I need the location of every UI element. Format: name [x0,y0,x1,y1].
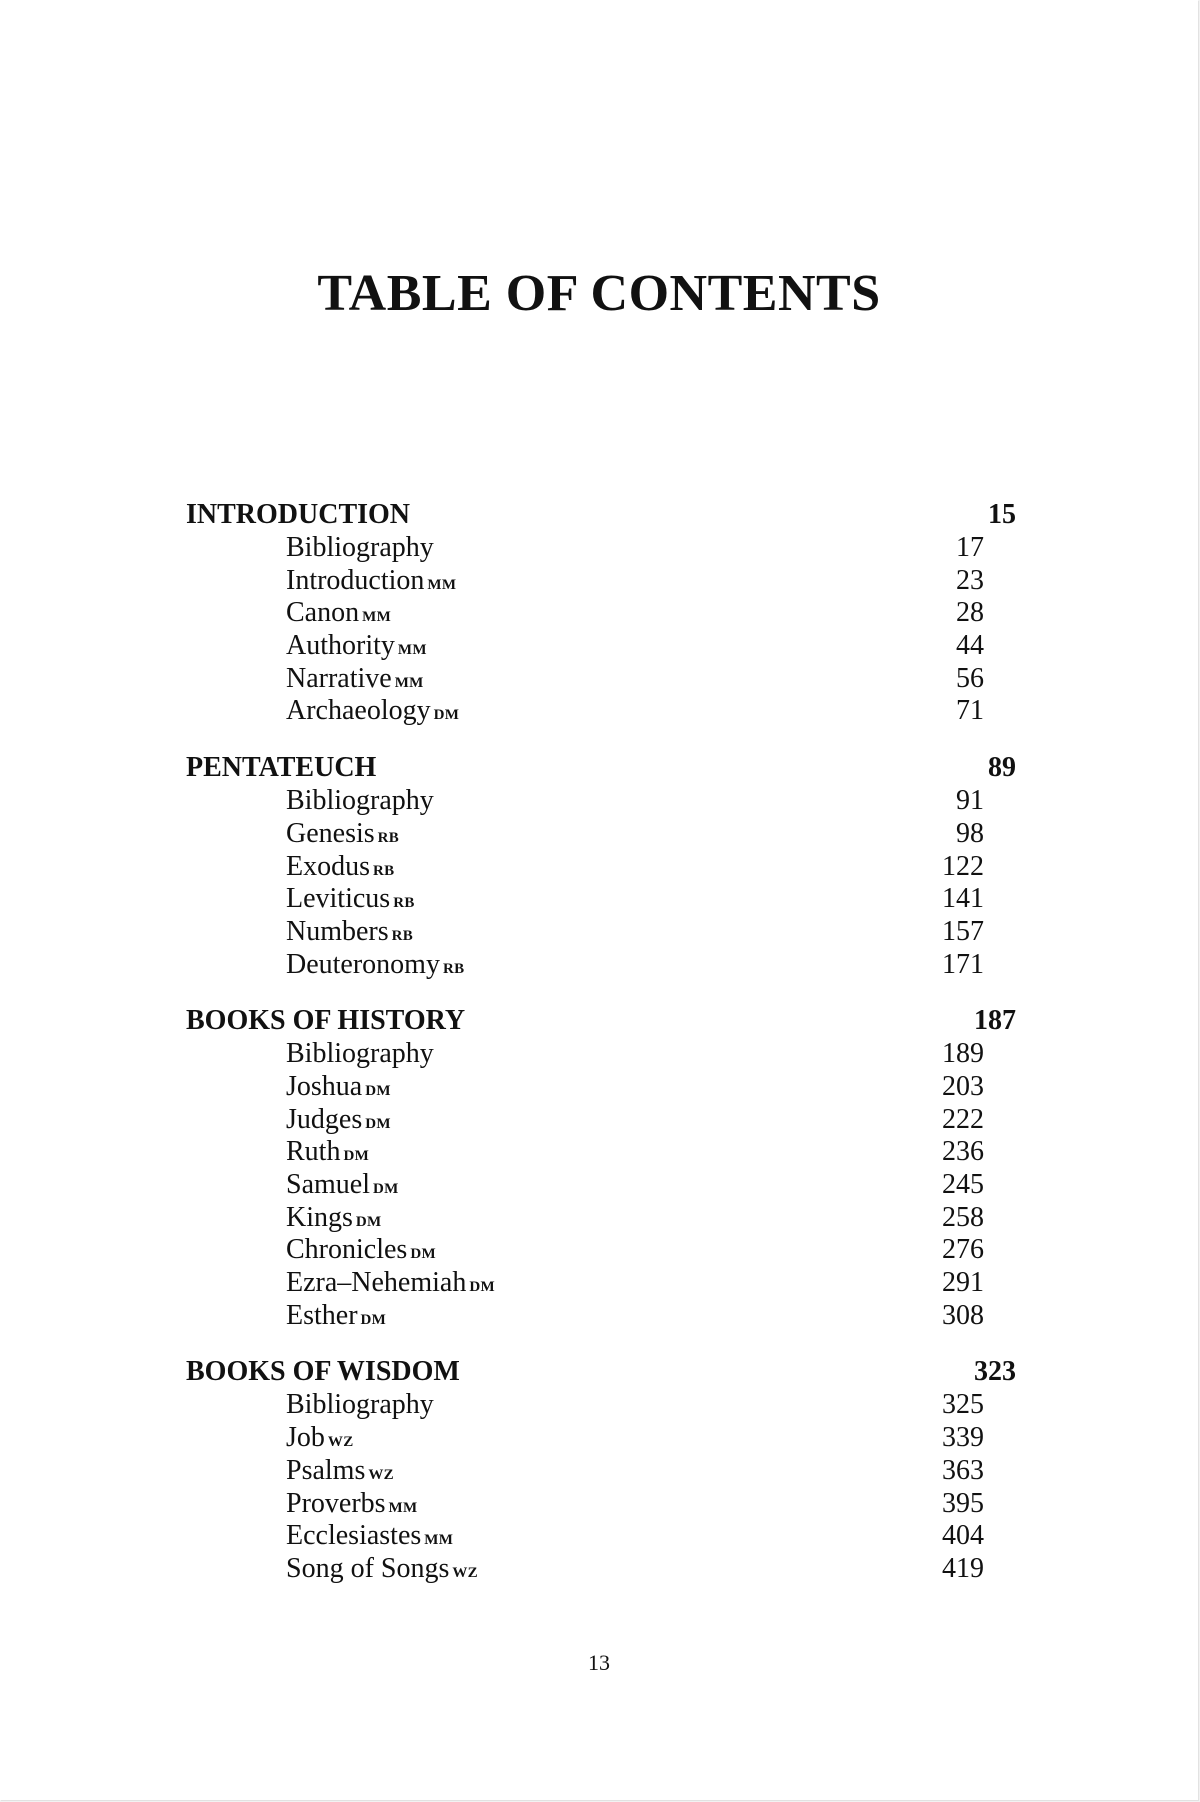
entry-page-number: 98 [956,817,984,849]
entry-page-number: 419 [942,1552,984,1584]
section-title: PENTATEUCH [186,752,377,784]
toc-entry [186,630,1016,663]
section-page-number: 89 [988,752,1016,784]
author-initials: DM [365,1082,391,1099]
entry-title: Numbers [286,915,389,947]
section-page-number: 15 [988,499,1016,530]
author-initials: DM [355,1213,382,1230]
author-initials: WZ [452,1564,478,1581]
entry-title: Bibliography [286,1038,434,1070]
entry-title: Narrative [286,662,392,694]
toc-entry [186,1267,1016,1300]
entry-page-number: 395 [942,1487,984,1519]
entry-title: Bibliography [286,532,434,563]
entry-page-number: 141 [942,883,984,915]
author-initials: MM [394,674,424,691]
section-heading [186,751,1016,785]
section-heading [186,1004,1016,1038]
entry-page-number: 258 [942,1201,984,1233]
author-initials: DM [360,1311,387,1328]
entry-title: Leviticus [286,883,391,915]
entry-page-number: 56 [956,662,984,694]
entry-title: Deuteronomy [286,948,440,980]
entry-title: Psalms [286,1454,366,1486]
toc-entry [186,949,1016,982]
author-initials: DM [373,1181,399,1197]
author-initials: DM [433,707,460,724]
entry-title: Job [286,1422,325,1454]
entry-page-number: 222 [942,1103,984,1135]
section-title: INTRODUCTION [186,499,411,530]
section-heading [186,498,1016,532]
author-initials: DM [469,1279,495,1296]
entry-page-number: 44 [956,630,984,662]
author-initials: MM [397,642,427,659]
author-initials: DM [365,1115,391,1132]
author-initials: MM [362,609,392,626]
toc-entry [186,1071,1016,1104]
author-initials: WZ [327,1434,354,1451]
entry-title: Authority [286,630,395,662]
toc-entry [186,1553,1016,1586]
toc-section-introduction [186,498,1016,728]
toc-entry [186,1300,1016,1333]
entry-page-number: 71 [956,695,984,727]
toc-entry [186,1389,1016,1422]
author-initials: WZ [368,1466,394,1483]
entry-page-number: 203 [942,1070,984,1102]
entry-title: Judges [286,1103,363,1135]
entry-page-number: 308 [942,1299,984,1331]
entry-title: Bibliography [286,785,434,817]
toc-entry [186,1520,1016,1553]
entry-title: Ecclesiastes [286,1520,422,1552]
entry-page-number: 157 [942,915,984,947]
entry-title: Proverbs [286,1487,386,1519]
entry-title: Joshua [286,1070,363,1102]
entry-page-number: 189 [942,1038,984,1070]
toc-entry [186,565,1016,598]
entry-title: Samuel [286,1169,370,1200]
entry-page-number: 23 [956,564,984,596]
toc-entry [186,1136,1016,1169]
entry-page-number: 245 [942,1169,984,1200]
toc-entry [186,883,1016,916]
entry-title: Ruth [286,1136,341,1168]
section-heading [186,1355,1016,1389]
toc-entry [186,1202,1016,1235]
entry-page-number: 91 [956,785,984,817]
entry-title: Esther [286,1299,358,1331]
entry-page-number: 404 [942,1520,984,1552]
entry-title: Bibliography [286,1389,434,1421]
entry-page-number: 339 [942,1422,984,1454]
author-initials: RB [391,927,414,944]
page-title: TABLE OF CONTENTS [317,265,881,322]
entry-title: Introduction [286,564,425,596]
toc-section-books-of-wisdom [186,1355,1016,1585]
entry-title: Archaeology [286,695,431,727]
toc-entry [186,663,1016,696]
toc-entry [186,1038,1016,1071]
entry-page-number: 325 [942,1389,984,1421]
toc-entry [186,785,1016,818]
table-of-contents [186,498,1016,1609]
toc-entry [186,1422,1016,1455]
toc-entry [186,818,1016,851]
toc-entry [186,532,1016,565]
section-page-number: 187 [974,1005,1016,1037]
toc-entry [186,597,1016,630]
entry-page-number: 276 [942,1234,984,1266]
toc-entry [186,1488,1016,1521]
entry-page-number: 171 [942,948,984,980]
entry-title: Chronicles [286,1234,408,1266]
page-number: 13 [588,1650,610,1675]
entry-title: Genesis [286,817,375,849]
section-title: BOOKS OF WISDOM [186,1356,460,1388]
entry-page-number: 236 [942,1136,984,1168]
toc-section-pentateuch [186,751,1016,981]
entry-title: Exodus [286,850,370,882]
toc-entry [186,916,1016,949]
entry-title: Song of Songs [286,1552,450,1584]
entry-page-number: 363 [942,1454,984,1486]
toc-entry [186,695,1016,728]
author-initials: DM [343,1148,370,1165]
entry-title: Canon [286,597,360,629]
toc-entry [186,1455,1016,1488]
entry-title: Ezra–Nehemiah [286,1267,467,1299]
toc-section-books-of-history [186,1004,1016,1332]
entry-page-number: 28 [956,597,984,629]
author-initials: MM [388,1499,418,1516]
author-initials: MM [427,576,457,593]
author-initials: DM [410,1246,436,1263]
author-initials: MM [424,1532,454,1549]
entry-page-number: 122 [942,850,984,882]
entry-page-number: 17 [956,532,984,563]
section-page-number: 323 [974,1356,1016,1388]
toc-entry [186,1169,1016,1202]
entry-page-number: 291 [942,1267,984,1299]
toc-entry [186,851,1016,884]
author-initials: RB [377,829,400,846]
section-title: BOOKS OF HISTORY [186,1005,466,1037]
entry-title: Kings [286,1201,353,1233]
author-initials: RB [442,960,465,977]
author-initials: RB [373,862,395,879]
author-initials: RB [393,895,415,912]
toc-entry [186,1104,1016,1137]
toc-entry [186,1234,1016,1267]
